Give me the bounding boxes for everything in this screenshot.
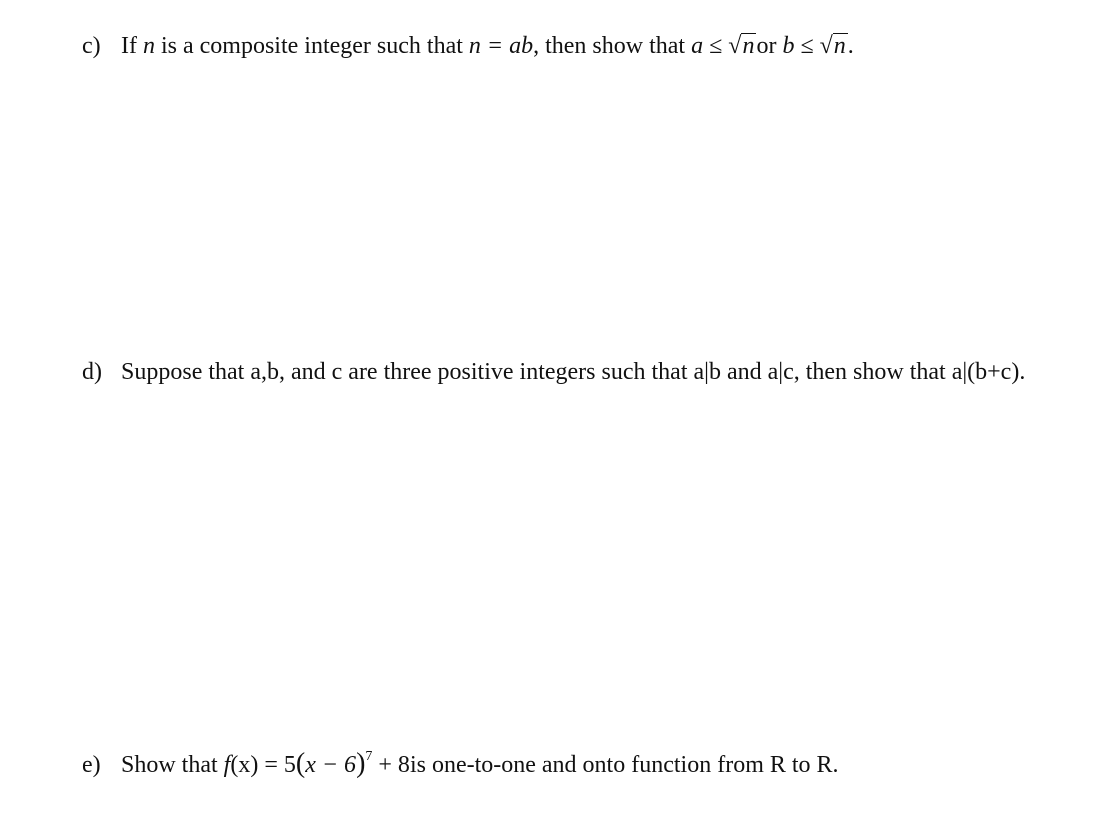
math-expression: + 8 xyxy=(372,752,410,778)
math-paren: ( xyxy=(295,748,306,779)
question-text xyxy=(121,33,854,59)
math-function-name: f xyxy=(223,752,231,778)
radical-sign: √ xyxy=(728,33,742,59)
text-segment: . xyxy=(847,33,854,59)
question-label: c) xyxy=(82,33,101,59)
math-expression: n = ab xyxy=(468,33,534,59)
text-segment: Show that xyxy=(121,752,224,778)
math-paren: ) xyxy=(356,748,366,779)
square-root xyxy=(820,31,848,61)
text-segment: , then show that xyxy=(533,33,692,59)
radicand: n xyxy=(742,33,755,59)
radical-sign: √ xyxy=(819,33,833,59)
square-root xyxy=(728,31,756,61)
question-label: d) xyxy=(82,359,102,385)
math-expression: x − 6 xyxy=(305,752,357,778)
question-text: Suppose that a,b, and c are three positive integers such that a|b and a|c, then show that a|(b+c). xyxy=(121,359,1026,385)
math-expression: (x) = 5 xyxy=(230,752,296,778)
question-text xyxy=(121,748,839,779)
question-c xyxy=(82,31,854,61)
text-segment: or xyxy=(756,33,783,59)
question-d xyxy=(82,357,1025,387)
math-expression: a ≤ xyxy=(691,33,729,59)
text-segment: is one-to-one and onto function from R to R. xyxy=(409,752,839,778)
text-segment: is a composite integer such that xyxy=(154,33,469,59)
question-label: e) xyxy=(82,752,101,778)
math-exponent: 7 xyxy=(365,749,373,764)
radicand: n xyxy=(833,33,846,59)
question-e xyxy=(82,749,839,780)
math-expression: b ≤ xyxy=(782,33,820,59)
text-segment: If xyxy=(121,33,143,59)
math-variable: n xyxy=(142,33,155,59)
